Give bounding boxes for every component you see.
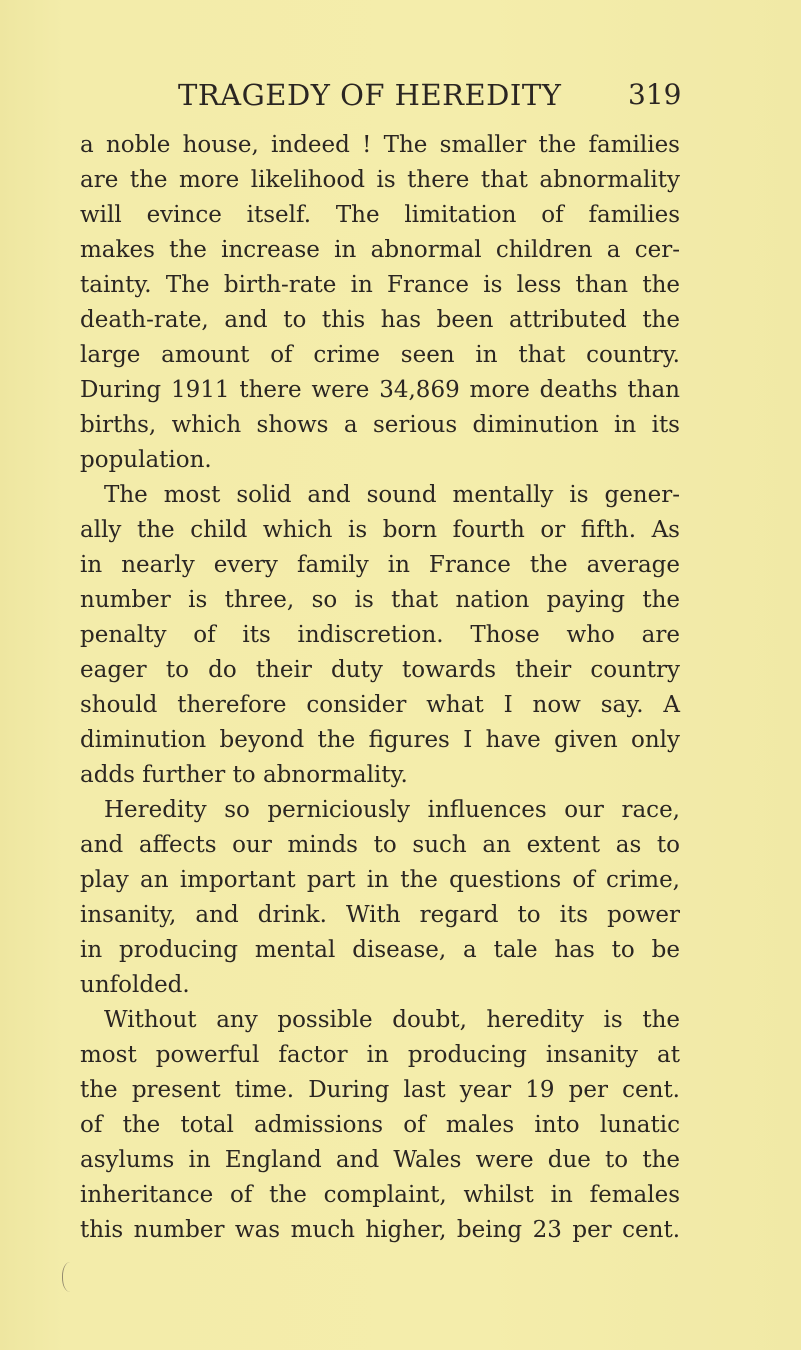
- body-text: [80, 128, 680, 1248]
- text-line: makes the increase in abnormal children a cer-: [80, 237, 680, 263]
- text-line: diminution beyond the figures I have given only: [80, 727, 680, 753]
- paragraph-start-line: The most solid and sound mentally is gener-: [104, 482, 680, 508]
- text-line: During 1911 there were 34,869 more deaths than: [80, 377, 680, 403]
- text-line: adds further to abnormality.: [80, 762, 408, 788]
- text-line: the present time. During last year 19 per cent.: [80, 1077, 680, 1103]
- margin-pencil-mark: [62, 1262, 71, 1292]
- text-line: play an important part in the questions of crime,: [80, 867, 680, 893]
- text-line: in nearly every family in France the average: [80, 552, 680, 578]
- text-line: inheritance of the complaint, whilst in females: [80, 1182, 680, 1208]
- text-line: death-rate, and to this has been attributed the: [80, 307, 680, 333]
- text-line: eager to do their duty towards their country: [80, 657, 680, 683]
- page-number: 319: [628, 78, 682, 111]
- text-line: insanity, and drink. With regard to its power: [80, 902, 680, 928]
- text-line: a noble house, indeed ! The smaller the families: [80, 132, 680, 158]
- running-head-title: TRAGEDY OF HEREDITY: [178, 78, 562, 112]
- text-line: and affects our minds to such an extent as to: [80, 832, 680, 858]
- running-head: [0, 78, 801, 118]
- text-line: tainty. The birth-rate in France is less than the: [80, 272, 680, 298]
- text-line: should therefore consider what I now say. A: [80, 692, 680, 718]
- text-line: number is three, so is that nation paying the: [80, 587, 680, 613]
- text-line: births, which shows a serious diminution in its: [80, 412, 680, 438]
- text-line: this number was much higher, being 23 per cent.: [80, 1217, 680, 1243]
- text-line: ally the child which is born fourth or fifth. As: [80, 517, 680, 543]
- text-line: in producing mental disease, a tale has to be: [80, 937, 680, 963]
- text-line: of the total admissions of males into lunatic: [80, 1112, 680, 1138]
- text-line: are the more likelihood is there that abnormality: [80, 167, 680, 193]
- text-line: asylums in England and Wales were due to the: [80, 1147, 680, 1173]
- paragraph-start-line: Heredity so perniciously influences our race,: [104, 797, 680, 823]
- text-line: population.: [80, 447, 212, 473]
- paragraph-start-line: Without any possible doubt, heredity is the: [104, 1007, 680, 1033]
- text-line: large amount of crime seen in that country.: [80, 342, 680, 368]
- text-line: will evince itself. The limitation of families: [80, 202, 680, 228]
- text-line: unfolded.: [80, 972, 190, 998]
- text-line: penalty of its indiscretion. Those who are: [80, 622, 680, 648]
- text-line: most powerful factor in producing insanity at: [80, 1042, 680, 1068]
